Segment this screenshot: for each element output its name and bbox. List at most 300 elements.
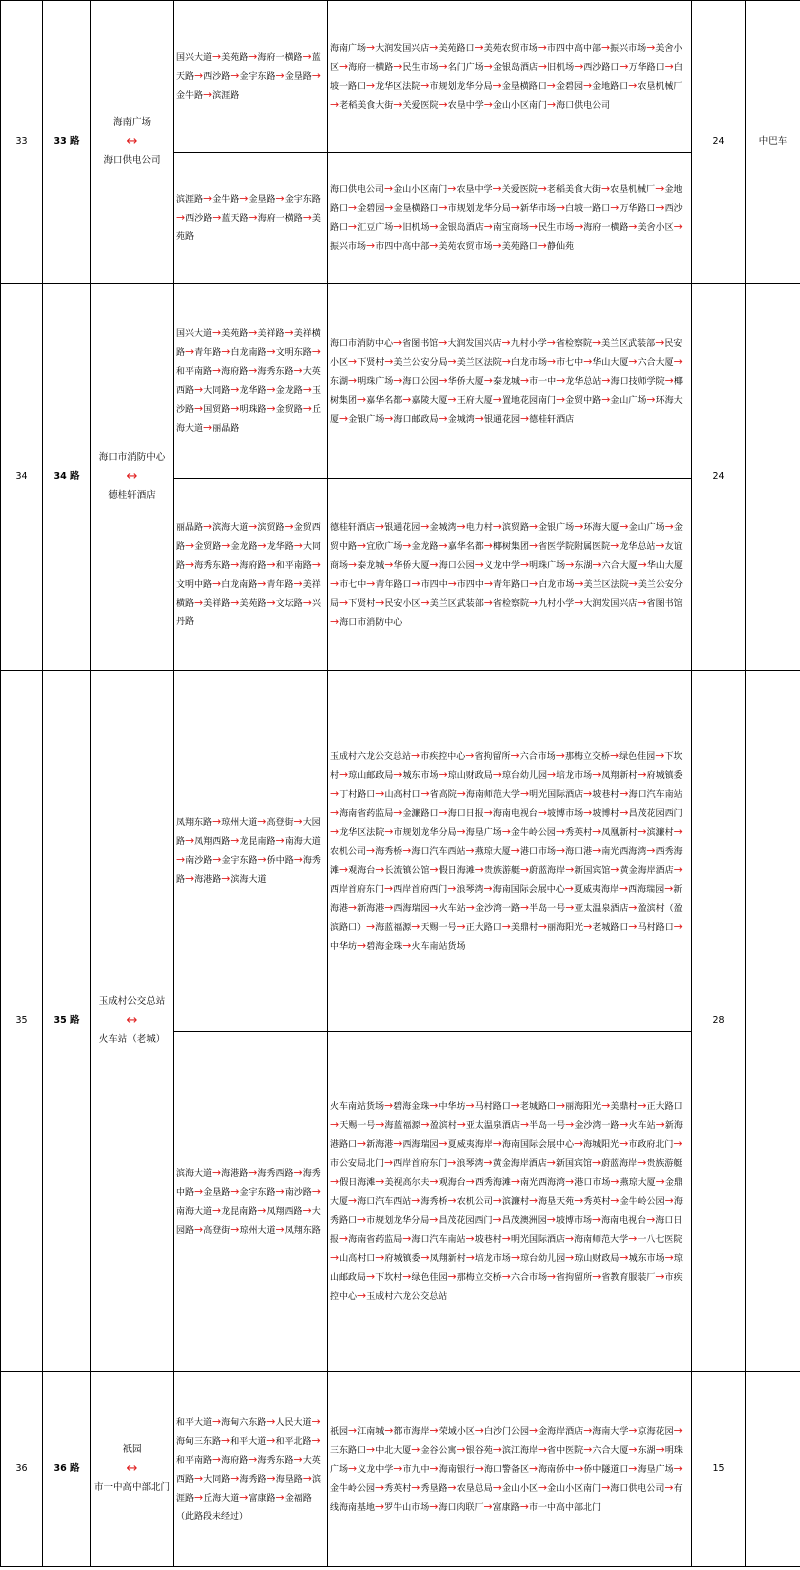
stop-name: 海口汽车西站 — [357, 1197, 412, 1207]
arrow-icon: → — [366, 239, 376, 252]
road-name: 南海大道 — [284, 837, 321, 847]
arrow-icon: → — [465, 900, 475, 914]
table-row — [1, 671, 800, 1032]
stop-name: 银通花园 — [483, 414, 520, 425]
stop-name: 祇园 — [330, 1426, 349, 1437]
roads-cell — [174, 1, 328, 153]
arrow-icon: → — [221, 539, 231, 552]
road-name: 海秀路 — [176, 856, 321, 885]
arrow-icon: → — [393, 1461, 403, 1475]
stop-name: 琼山财政局 — [574, 1254, 620, 1264]
arrow-icon: → — [194, 596, 204, 609]
arrow-icon: → — [212, 1203, 222, 1217]
stop-name: 东湖 — [637, 1445, 656, 1456]
arrow-icon: → — [592, 557, 602, 571]
arrow-icon: → — [302, 211, 312, 224]
stop-name: 金碧园 — [555, 81, 583, 92]
road-name: 龙华路 — [239, 386, 267, 396]
arrow-icon: → — [375, 786, 385, 800]
road-name: 和平南路 — [176, 367, 213, 377]
terminal-b: 海口供电公司 — [103, 155, 161, 166]
arrow-icon: → — [655, 748, 665, 762]
stop-name: 大润发国兴店 — [375, 43, 430, 54]
stop-name: 市一中 — [529, 376, 557, 387]
vehicle-type-cell — [746, 284, 800, 671]
arrow-icon: → — [194, 69, 204, 82]
arrow-icon: → — [357, 538, 367, 552]
arrow-icon: → — [510, 1099, 520, 1112]
arrow-icon: → — [393, 805, 403, 819]
arrow-icon: → — [348, 557, 358, 571]
stop-name: 玉成村六龙公交总站 — [330, 751, 412, 762]
stop-name: 省拘留所 — [556, 1273, 593, 1283]
stop-name: 碧海金珠 — [393, 1102, 430, 1112]
stops-cell — [328, 479, 692, 671]
stop-name: 半岛一号 — [529, 1121, 566, 1131]
arrow-icon: → — [330, 1175, 340, 1188]
stop-name: 金濂路口 — [402, 808, 439, 819]
stop-name: 美苑农贸市场 — [438, 242, 493, 252]
arrow-icon: → — [528, 220, 539, 233]
arrow-icon: → — [402, 392, 412, 406]
arrow-icon: → — [311, 1414, 321, 1428]
road-name: 南沙路 — [284, 1187, 312, 1198]
arrow-icon: → — [230, 1222, 240, 1236]
stop-name: 美兰区法院 — [456, 357, 502, 368]
road-name: 美苑路 — [239, 599, 267, 609]
arrow-icon: → — [293, 1165, 303, 1179]
stop-name: 坡巷村 — [474, 1235, 502, 1245]
road-name: 西沙路 — [203, 72, 231, 82]
arrow-icon: → — [628, 78, 638, 92]
stop-name: 海南广场 — [330, 43, 367, 54]
arrow-icon: → — [429, 1423, 439, 1437]
arrow-icon: → — [330, 1251, 340, 1264]
arrow-icon: → — [492, 392, 502, 406]
arrow-icon: → — [664, 59, 674, 73]
arrow-icon: → — [619, 805, 629, 819]
arrow-icon: → — [583, 786, 593, 800]
stop-name: 椰树集团 — [330, 376, 683, 406]
terminal-a: 祇园 — [122, 1444, 142, 1455]
bidirectional-arrow-icon: ↔ — [126, 1461, 138, 1476]
arrow-icon: → — [411, 1442, 421, 1456]
stop-name: 天赐一号 — [420, 922, 457, 933]
terminal-b: 市一中高中部北门 — [93, 1482, 170, 1493]
arrow-icon: → — [194, 1184, 204, 1198]
arrow-icon: → — [275, 834, 285, 847]
arrow-icon: → — [510, 201, 520, 214]
arrow-icon: → — [384, 1156, 394, 1169]
arrow-icon: → — [402, 938, 412, 952]
arrow-icon: → — [537, 1442, 548, 1456]
road-name: 海秀西路 — [257, 1168, 294, 1179]
stop-name: 市七中 — [339, 579, 367, 590]
stop-name: 滨濂村 — [646, 827, 674, 838]
arrow-icon: → — [212, 211, 222, 224]
stop-name: 坡博市场 — [547, 808, 584, 819]
stop-name: 夏威夷海岸 — [447, 1140, 493, 1150]
stop-name: 华侨大厦 — [447, 376, 484, 387]
arrow-icon: → — [275, 1490, 285, 1504]
stop-name: 金沙湾一路 — [574, 1121, 620, 1131]
road-name: 高登街 — [203, 1225, 231, 1236]
arrow-icon: → — [637, 824, 647, 838]
road-name: 凤翔东路 — [284, 1225, 321, 1236]
arrow-icon: → — [230, 558, 240, 571]
road-name: 大园路 — [176, 818, 321, 847]
arrow-icon: → — [420, 78, 430, 92]
road-name: 金龙路 — [230, 542, 258, 552]
arrow-icon: → — [474, 862, 484, 876]
stop-name: 市公安局北门 — [330, 1159, 385, 1169]
arrow-icon: → — [456, 519, 466, 533]
arrow-icon: → — [194, 402, 204, 415]
road-name: 蓝天路 — [221, 214, 249, 224]
arrow-icon: → — [465, 1099, 475, 1112]
roads-cell — [174, 1372, 328, 1567]
stop-name: 友谊商场 — [330, 541, 683, 571]
arrow-icon: → — [221, 872, 231, 885]
stop-name: 宜欣广场 — [366, 541, 403, 552]
road-name: 文坛路 — [275, 599, 303, 609]
arrow-icon: → — [266, 596, 276, 609]
arrow-icon: → — [492, 519, 502, 533]
arrow-icon: → — [302, 383, 312, 396]
stop-name: 中华坊 — [330, 941, 358, 952]
arrow-icon: → — [637, 595, 647, 609]
stop-name: 马村路口 — [637, 922, 674, 933]
stop-name: 泰龙城 — [492, 376, 520, 387]
road-name: 海府一横路 — [257, 214, 303, 224]
road-name: 金牛路 — [212, 195, 240, 205]
route-number-cell: 36 — [1, 1372, 43, 1567]
stop-name: 美舍小区 — [330, 43, 683, 73]
arrow-icon: → — [384, 881, 394, 895]
arrow-icon: → — [375, 519, 385, 533]
stop-name: 市规划龙华分局 — [393, 827, 457, 838]
stop-name: 海蓝福源 — [384, 1121, 421, 1131]
stop-name: 有线海南基地 — [330, 1483, 683, 1513]
stop-name: 丁村路口 — [339, 789, 376, 800]
arrow-icon: → — [474, 411, 484, 425]
arrow-icon: → — [501, 354, 511, 368]
arrow-icon: → — [348, 201, 358, 214]
stop-name: 金城湾 — [429, 522, 457, 533]
stop-name: 海秀桥 — [420, 1197, 448, 1207]
stop-name: 新海港 — [330, 884, 683, 914]
road-name: 国兴大道 — [176, 329, 213, 339]
stop-name: 琼台幼儿园 — [501, 770, 547, 781]
arrow-icon: → — [384, 182, 394, 195]
stop-name: 市九中 — [402, 1464, 430, 1475]
stop-name: 美兰公安分局 — [330, 579, 683, 609]
terminal-a: 玉成村公交总站 — [98, 996, 166, 1007]
arrow-icon: → — [239, 1490, 249, 1504]
arrow-icon: → — [664, 519, 674, 533]
arrow-icon: → — [384, 1423, 394, 1437]
arrow-icon: → — [619, 786, 629, 800]
arrow-icon: → — [673, 354, 683, 368]
arrow-icon: → — [393, 335, 403, 349]
terminals-cell — [91, 1, 174, 284]
arrow-icon: → — [393, 97, 403, 111]
road-name: 青年路 — [194, 348, 222, 358]
arrow-icon: → — [655, 1118, 665, 1131]
stop-name: 绿色佳园 — [619, 751, 656, 762]
stop-name: 燕琼大厦 — [619, 1178, 656, 1188]
arrow-icon: → — [275, 69, 285, 82]
stop-name: 海口日报 — [447, 808, 484, 819]
road-name: 文明东路 — [275, 348, 312, 358]
arrow-icon: → — [483, 881, 493, 895]
road-name: 海府路 — [239, 561, 267, 571]
stop-name: 义龙中学 — [483, 560, 520, 571]
arrow-icon: → — [348, 373, 358, 387]
stop-name: 海南省药监局 — [348, 1235, 403, 1245]
stop-name: 市规划龙华分局 — [429, 81, 493, 92]
stops-cell — [328, 1372, 692, 1567]
stop-name: 省检察院 — [492, 598, 529, 609]
stop-name: 滨江海岸 — [501, 1445, 538, 1456]
arrow-icon: → — [330, 576, 340, 590]
arrow-icon: → — [411, 1194, 421, 1207]
stop-name: 六合市场 — [519, 751, 556, 762]
road-name: 海秀中路 — [176, 1168, 321, 1198]
road-name: 美苑路 — [176, 214, 321, 242]
arrow-icon: → — [628, 354, 638, 368]
stop-name: 秀英村 — [583, 1197, 611, 1207]
stop-name: 关爱医院 — [402, 100, 439, 111]
stop-name: 下坎村 — [330, 751, 683, 781]
stop-name: 海垦广场 — [465, 827, 502, 838]
road-name: 文明中路 — [176, 580, 213, 590]
stop-name: 海口警备区 — [483, 1464, 529, 1475]
road-name: 富康路 — [248, 1493, 276, 1504]
stop-name: 大润发国兴店 — [583, 598, 638, 609]
stop-name: 山高村口 — [384, 789, 421, 800]
stop-name: 金地路口 — [330, 185, 683, 214]
stop-name: 海南电视台 — [601, 1216, 647, 1226]
arrow-icon: → — [339, 1232, 349, 1245]
arrow-icon: → — [185, 872, 195, 885]
arrow-icon: → — [393, 59, 403, 73]
arrow-icon: → — [429, 1499, 439, 1513]
stop-name: 明珠广场 — [330, 1445, 683, 1475]
arrow-icon: → — [384, 824, 394, 838]
arrow-icon: → — [438, 335, 448, 349]
arrow-icon: → — [655, 182, 665, 195]
stop-name: 山高村口 — [339, 1254, 376, 1264]
stop-name: 海口公园 — [438, 560, 475, 571]
arrow-icon: → — [375, 1175, 385, 1188]
stop-name: 西秀海滩 — [474, 1178, 511, 1188]
road-name: 高登街 — [266, 818, 294, 828]
arrow-icon: → — [574, 576, 584, 590]
road-name: 和平南路 — [176, 1455, 213, 1466]
arrow-icon: → — [330, 786, 340, 800]
arrow-icon: → — [529, 576, 539, 590]
stop-name: 秀垦路 — [420, 1483, 448, 1494]
road-name: 海秀路 — [239, 1474, 267, 1485]
stop-name: 长流镇公馆 — [384, 865, 430, 876]
stop-name: 省中医院 — [547, 1445, 584, 1456]
stop-name: 龙华总站 — [619, 541, 656, 552]
arrow-icon: → — [248, 326, 258, 339]
stop-name: 金山小区南门 — [393, 185, 448, 195]
stop-name: 富康路 — [492, 1502, 520, 1513]
arrow-icon: → — [474, 557, 484, 571]
arrow-icon: → — [664, 881, 674, 895]
stop-name: 秀英村 — [384, 1483, 412, 1494]
arrow-icon: → — [402, 538, 412, 552]
arrow-icon: → — [492, 1137, 502, 1150]
arrow-icon: → — [565, 1118, 575, 1131]
arrow-icon: → — [339, 595, 349, 609]
stop-name: 美舍小区 — [637, 223, 674, 233]
stop-name: 老城路口 — [592, 922, 629, 933]
stop-name: 老城路口 — [519, 1102, 556, 1112]
stop-name: 金山广场 — [628, 522, 665, 533]
arrow-icon: → — [483, 1499, 493, 1513]
arrow-icon: → — [248, 1452, 258, 1466]
stop-name: 海口市消防中心 — [330, 338, 394, 349]
road-name: 和平大道 — [176, 1417, 213, 1428]
stop-name: 昌茂澳洲园 — [501, 1216, 547, 1226]
arrow-icon: → — [266, 1433, 276, 1447]
stop-name: 省高院 — [429, 789, 457, 800]
arrow-icon: → — [194, 1490, 204, 1504]
arrow-icon: → — [447, 1194, 457, 1207]
arrow-icon: → — [655, 1175, 665, 1188]
road-name: 大同路 — [203, 386, 231, 396]
stop-name: 培龙市场 — [556, 770, 593, 781]
route-name-cell: 33 路 — [43, 1, 91, 284]
stop-name: 金贸中路 — [330, 522, 683, 552]
arrow-icon: → — [510, 748, 520, 762]
road-name: 大英西路 — [176, 1455, 321, 1485]
stop-name: 金城湾 — [447, 414, 475, 425]
stop-name: 凤翔新村 — [601, 770, 638, 781]
stop-name: 振兴市场 — [330, 242, 367, 252]
stop-name: 市规划龙华分局 — [447, 204, 511, 214]
arrow-icon: → — [393, 767, 403, 781]
stop-name: 农垦中学 — [456, 185, 493, 195]
stop-name: 中北大厦 — [375, 1445, 412, 1456]
road-name: 海秀东路 — [257, 367, 294, 377]
arrow-icon: → — [564, 881, 574, 895]
arrow-icon: → — [384, 900, 394, 914]
table-row — [1, 284, 800, 479]
arrow-icon: → — [339, 862, 349, 876]
arrow-icon: → — [601, 373, 611, 387]
arrow-icon: → — [266, 558, 276, 571]
arrow-icon: → — [483, 538, 493, 552]
arrow-icon: → — [637, 557, 647, 571]
stop-name: 都市海岸 — [393, 1426, 430, 1437]
stop-name: 金垦横路口 — [501, 81, 547, 92]
stop-name: 泰龙城 — [357, 560, 385, 571]
arrow-icon: → — [646, 392, 656, 406]
stop-name: 观海台 — [438, 1178, 466, 1188]
stop-name: 黄金海岸酒店 — [492, 1159, 547, 1169]
arrow-icon: → — [402, 843, 412, 857]
stop-name: 海南师范大学 — [574, 1235, 629, 1245]
stop-name: 海府一横路 — [348, 62, 394, 73]
arrow-icon: → — [628, 576, 638, 590]
road-name: 海甸三东路 — [176, 1436, 222, 1447]
arrow-icon: → — [212, 50, 222, 63]
stop-name: 明光国际酒店 — [510, 1235, 565, 1245]
stop-name: 白坡一路口 — [330, 62, 683, 92]
stop-name: 振兴市场 — [610, 43, 647, 54]
road-name: 蓝天路 — [176, 53, 321, 82]
arrow-icon: → — [546, 97, 557, 111]
arrow-icon: → — [519, 1118, 530, 1131]
arrow-icon: → — [384, 1099, 394, 1112]
stop-name: 滨贸路 — [501, 522, 529, 533]
arrow-icon: → — [302, 1471, 312, 1485]
arrow-icon: → — [519, 862, 530, 876]
table-body — [1, 1, 800, 1567]
arrow-icon: → — [348, 354, 358, 368]
stop-name: 省图书馆 — [402, 338, 439, 349]
arrow-icon: → — [537, 239, 547, 252]
arrow-icon: → — [420, 1251, 430, 1264]
arrow-icon: → — [330, 805, 340, 819]
road-name: 玉沙路 — [176, 386, 321, 415]
stop-name: 城东市场 — [628, 1254, 665, 1264]
arrow-icon: → — [609, 748, 620, 762]
stop-name: 西岸首府西门 — [393, 884, 448, 895]
road-name: 金牛路 — [176, 91, 204, 101]
stop-name: 海口市消防中心 — [339, 617, 403, 628]
arrow-icon: → — [546, 78, 556, 92]
arrow-icon: → — [646, 40, 656, 54]
stop-name: 省教育服装厂 — [601, 1273, 656, 1283]
arrow-icon: → — [348, 1461, 358, 1475]
stop-name: 民安小区 — [384, 598, 421, 609]
stop-name: 农机公司 — [456, 1197, 493, 1207]
arrow-icon: → — [348, 1423, 358, 1437]
arrow-icon: → — [574, 59, 584, 73]
stop-name: 海口技师学院 — [610, 376, 665, 387]
arrow-icon: → — [591, 1156, 602, 1169]
stop-name: 青年路口 — [375, 579, 412, 590]
arrow-icon: → — [330, 1118, 340, 1131]
stop-name: 南光西海湾 — [520, 1178, 566, 1188]
stop-name: 海南大学 — [592, 1426, 629, 1437]
arrow-icon: → — [257, 539, 267, 552]
arrow-icon: → — [212, 1165, 222, 1179]
road-name: 滨海大道 — [176, 1168, 213, 1179]
arrow-icon: → — [465, 1175, 475, 1188]
arrow-icon: → — [212, 364, 222, 377]
arrow-icon: → — [429, 1213, 439, 1226]
road-name: 滨海大道 — [230, 875, 267, 885]
stop-name: 金牛岭公园 — [619, 1197, 665, 1207]
arrow-icon: → — [483, 59, 493, 73]
stops-cell — [328, 153, 692, 284]
stop-name: 旧机场 — [547, 62, 575, 73]
stop-name: 新华市场 — [519, 204, 556, 214]
stop-name: 明光国际酒店 — [529, 789, 584, 800]
stop-name: 海口供电公司 — [556, 100, 611, 111]
arrow-icon: → — [366, 576, 376, 590]
stop-name: 市四中高中部 — [375, 242, 430, 252]
arrow-icon: → — [519, 900, 530, 914]
terminal-b: 火车站（老城） — [98, 1034, 166, 1045]
